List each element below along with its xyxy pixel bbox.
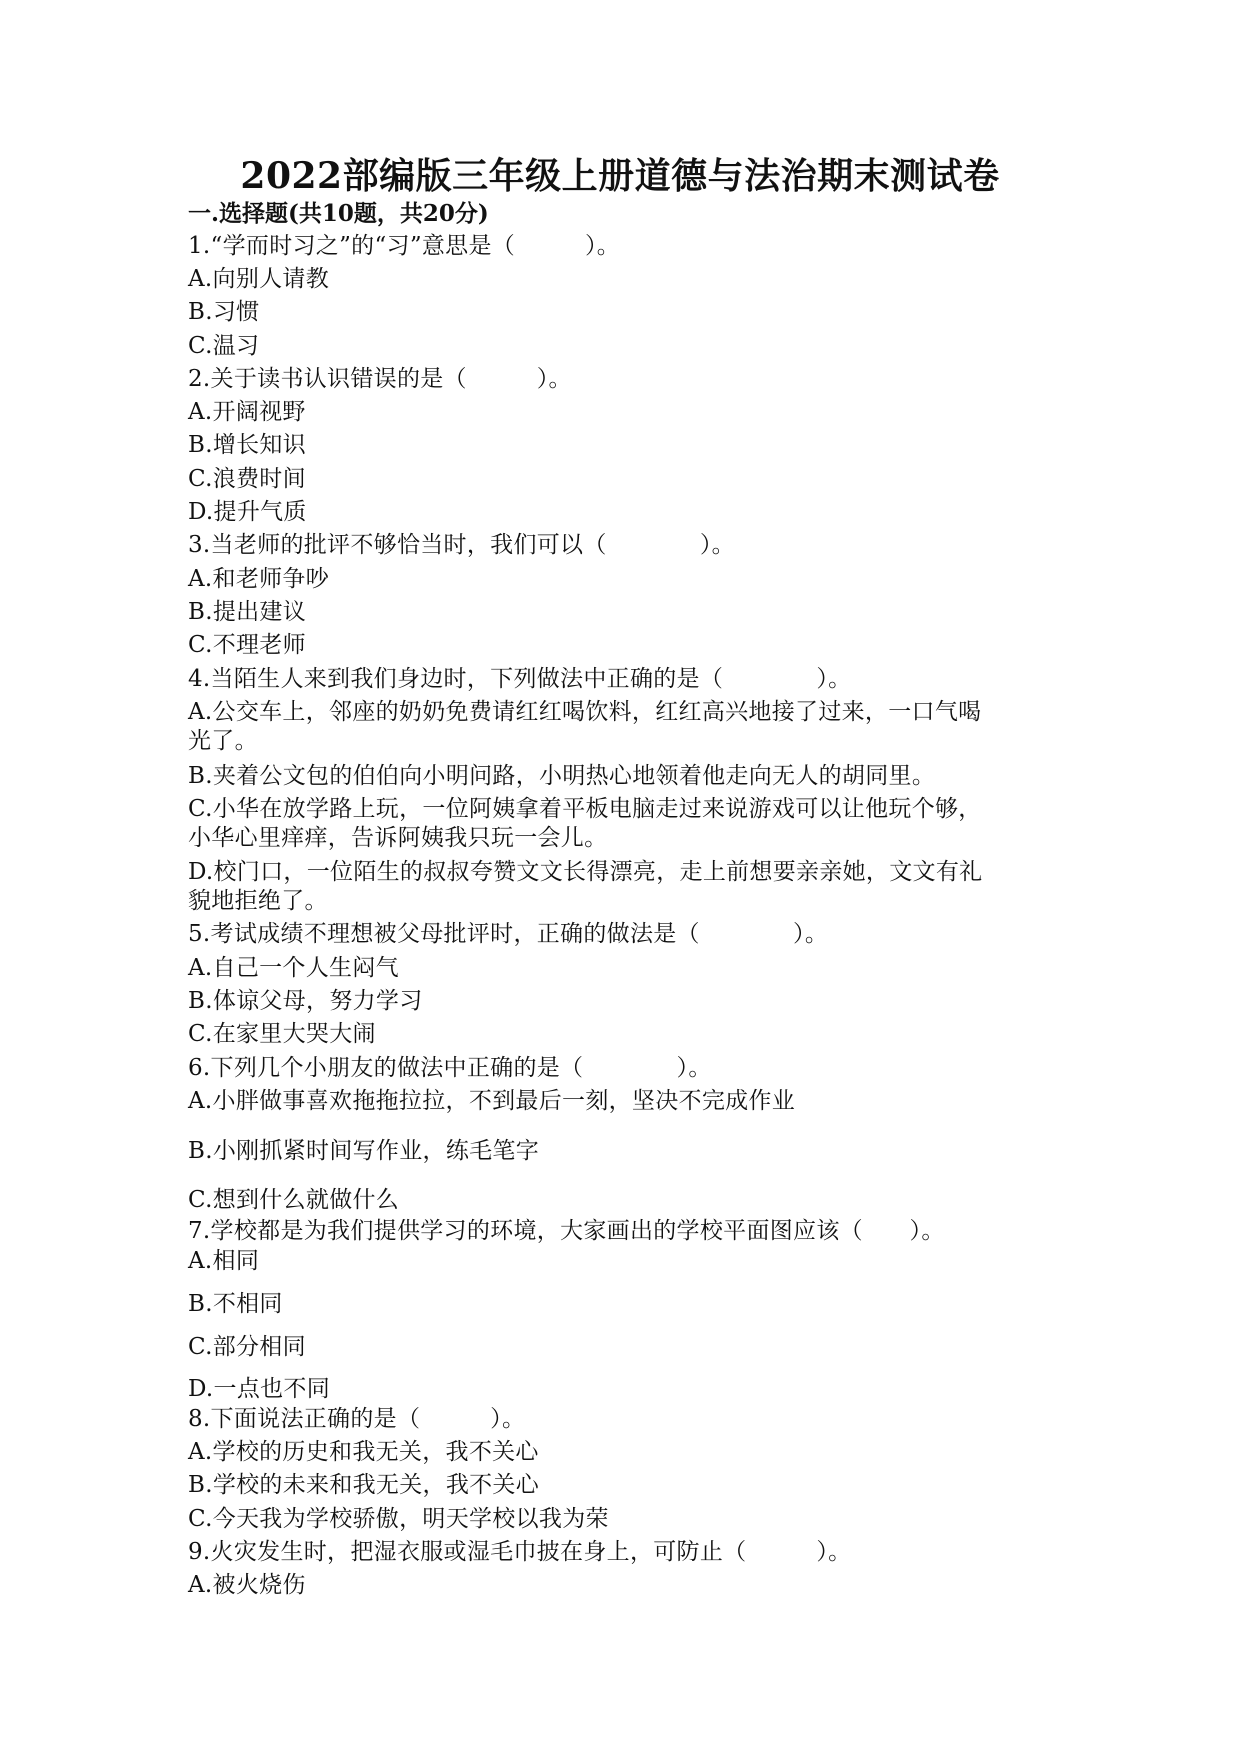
- question-2-option-d: D.提升气质: [188, 499, 307, 525]
- question-7-option-b: B.不相同: [188, 1291, 283, 1317]
- question-5-stem: 5.考试成绩不理想被父母批评时，正确的做法是（ ）。: [188, 921, 829, 947]
- question-7-option-a: A.相同: [188, 1248, 260, 1274]
- question-4-option-c-cont: 小华心里痒痒，告诉阿姨我只玩一会儿。: [188, 825, 608, 851]
- question-2-option-b: B.增长知识: [188, 432, 307, 458]
- question-2-option-a: A.开阔视野: [188, 399, 306, 425]
- question-7-option-c: C.部分相同: [188, 1334, 306, 1360]
- question-2-option-c: C.浪费时间: [188, 466, 306, 492]
- section-heading: 一.选择题(共10题，共20分): [188, 200, 489, 227]
- question-3-option-c: C.不理老师: [188, 632, 306, 658]
- question-4-option-a: A.公交车上，邻座的奶奶免费请红红喝饮料，红红高兴地接了过来，一口气喝: [188, 699, 982, 725]
- question-5-option-a: A.自己一个人生闷气: [188, 955, 399, 981]
- question-6-option-c: C.想到什么就做什么: [188, 1187, 400, 1213]
- question-8-stem: 8.下面说法正确的是（ ）。: [188, 1406, 526, 1432]
- question-1-option-b: B.习惯: [188, 299, 260, 325]
- question-8-option-c: C.今天我为学校骄傲，明天学校以我为荣: [188, 1506, 609, 1532]
- question-8-option-a: A.学校的历史和我无关，我不关心: [188, 1439, 539, 1465]
- question-3-stem: 3.当老师的批评不够恰当时，我们可以（ ）。: [188, 532, 735, 558]
- question-4-option-c: C.小华在放学路上玩，一位阿姨拿着平板电脑走过来说游戏可以让他玩个够，: [188, 796, 982, 822]
- question-4-option-b: B.夹着公文包的伯伯向小明问路，小明热心地领着他走向无人的胡同里。: [188, 763, 936, 789]
- question-8-option-b: B.学校的未来和我无关，我不关心: [188, 1472, 540, 1498]
- page-title: 2022部编版三年级上册道德与法治期末测试卷: [240, 155, 1000, 197]
- question-4-option-d: D.校门口，一位陌生的叔叔夸赞文文长得漂亮，走上前想要亲亲她，文文有礼: [188, 859, 983, 885]
- question-4-option-d-cont: 貌地拒绝了。: [188, 888, 328, 914]
- question-7-stem: 7.学校都是为我们提供学习的环境，大家画出的学校平面图应该（ ）。: [188, 1218, 945, 1244]
- question-5-option-c: C.在家里大哭大闹: [188, 1021, 376, 1047]
- question-3-option-a: A.和老师争吵: [188, 566, 330, 592]
- question-1-option-c: C.温习: [188, 333, 260, 359]
- question-1-option-a: A.向别人请教: [188, 266, 330, 292]
- question-6-stem: 6.下列几个小朋友的做法中正确的是（ ）。: [188, 1055, 712, 1081]
- question-6-option-b: B.小刚抓紧时间写作业，练毛笔字: [188, 1138, 540, 1164]
- question-7-option-d: D.一点也不同: [188, 1376, 331, 1402]
- question-6-option-a: A.小胖做事喜欢拖拖拉拉，不到最后一刻，坚决不完成作业: [188, 1088, 796, 1114]
- question-9-stem: 9.火灾发生时，把湿衣服或湿毛巾披在身上，可防止（ ）。: [188, 1539, 852, 1565]
- question-3-option-b: B.提出建议: [188, 599, 307, 625]
- question-5-option-b: B.体谅父母，努力学习: [188, 988, 423, 1014]
- question-9-option-a: A.被火烧伤: [188, 1572, 306, 1598]
- question-2-stem: 2.关于读书认识错误的是（ ）。: [188, 366, 572, 392]
- question-1-stem: 1.“学而时习之”的“习”意思是（ ）。: [188, 233, 621, 259]
- question-4-stem: 4.当陌生人来到我们身边时，下列做法中正确的是（ ）。: [188, 666, 852, 692]
- question-4-option-a-cont: 光了。: [188, 728, 258, 754]
